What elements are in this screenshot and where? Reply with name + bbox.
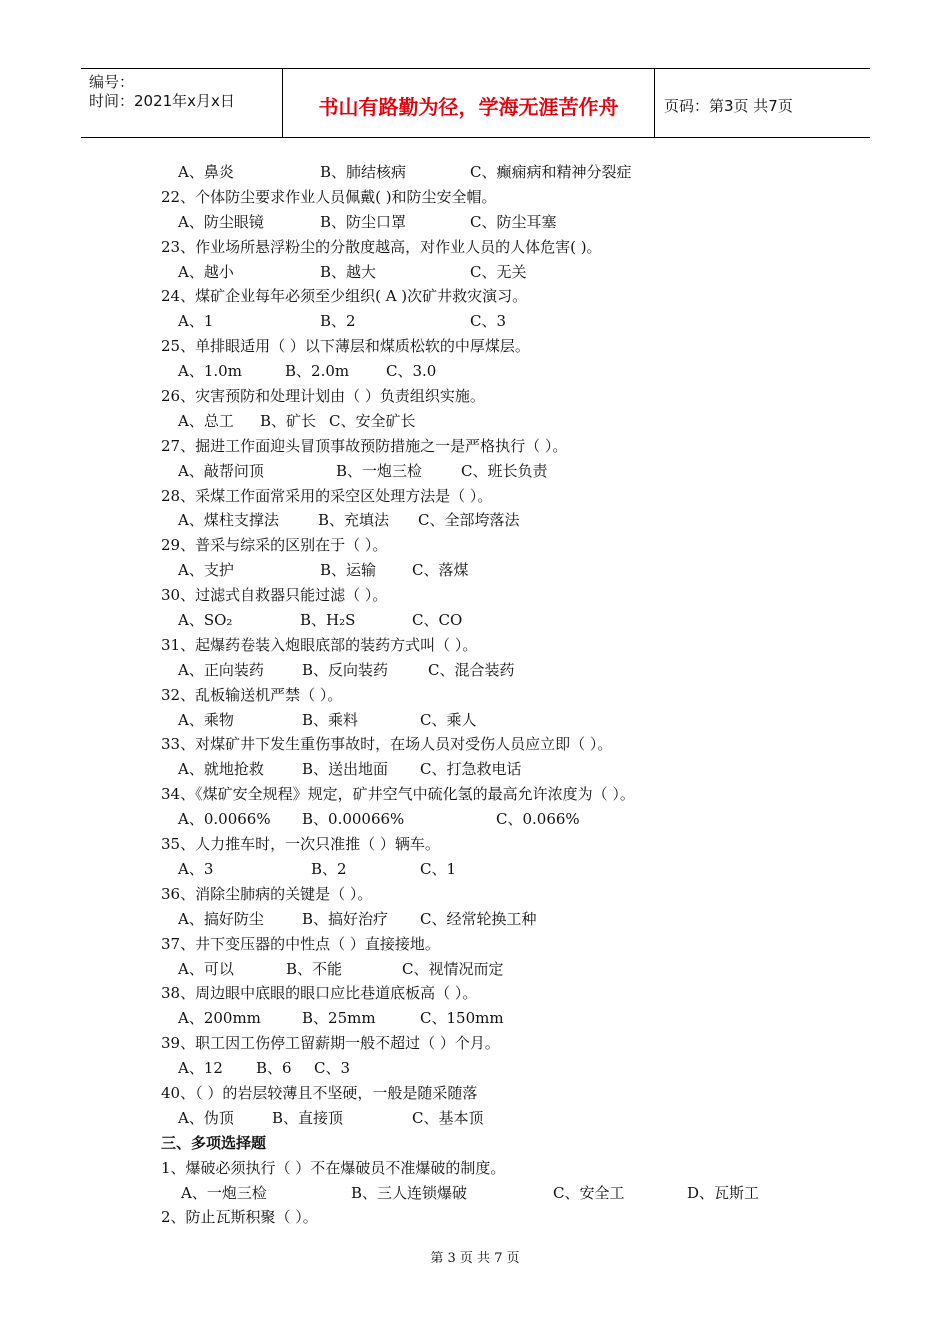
option-item: C、安全工	[553, 1183, 625, 1202]
option-item: A、乘物	[178, 710, 234, 729]
option-row	[161, 260, 861, 285]
page-header	[81, 68, 870, 138]
option-row	[161, 409, 861, 434]
option-item: A、搞好防尘	[178, 909, 264, 928]
option-row	[161, 608, 861, 633]
option-item: B、2	[320, 312, 356, 331]
option-row	[161, 658, 861, 683]
option-item: B、肺结核病	[320, 163, 407, 181]
option-item: A、支护	[178, 561, 234, 580]
header-meta	[81, 69, 283, 137]
option-row	[161, 957, 861, 982]
question-text: 1、爆破必须执行（ ）不在爆破员不准爆破的制度。	[161, 1158, 506, 1177]
option-item: A、越小	[178, 262, 234, 281]
option-item: C、乘人	[420, 710, 477, 729]
option-row	[161, 757, 861, 782]
option-item: C、150mm	[420, 1009, 504, 1028]
option-item: A、总工	[178, 411, 234, 430]
question-text: 29、普采与综采的区别在于（ ）。	[161, 536, 388, 555]
option-row	[161, 309, 861, 334]
option-item: B、矿长	[260, 411, 317, 430]
option-item: C、安全矿长	[329, 411, 416, 430]
option-item: B、一炮三检	[336, 461, 423, 480]
question-text: 23、作业场所悬浮粉尘的分散度越高，对作业人员的人体危害( )。	[161, 237, 602, 256]
option-item: A、可以	[178, 959, 234, 978]
option-item: C、无关	[470, 262, 527, 281]
option-item: C、CO	[412, 611, 463, 630]
option-item: B、三人连锁爆破	[351, 1183, 468, 1202]
question-text: 38、周边眼中底眼的眼口应比巷道底板高（ ）。	[161, 984, 478, 1003]
question-text: 27、掘进工作面迎头冒顶事故预防措施之一是严格执行（ ）。	[161, 436, 568, 455]
option-row	[161, 359, 861, 384]
option-item: C、3.0	[386, 362, 437, 381]
option-item: B、2.0m	[285, 362, 350, 381]
option-item: B、防尘口罩	[320, 212, 407, 231]
option-item: B、反向装药	[302, 660, 389, 679]
question-text: 37、井下变压器的中性点（ ）直接接地。	[161, 934, 440, 953]
option-item: A、3	[178, 859, 214, 878]
option-item: C、打急救电话	[420, 760, 522, 779]
header-motto: 书山有路勤为径，学海无涯苦作舟	[283, 69, 655, 137]
option-item: C、落煤	[412, 561, 469, 580]
option-row	[161, 807, 861, 832]
option-item: B、25mm	[302, 1009, 376, 1028]
option-item: C、全部垮落法	[418, 511, 520, 530]
option-row	[161, 1006, 861, 1031]
option-item: C、混合装药	[428, 660, 515, 679]
question-text: 22、个体防尘要求作业人员佩戴( )和防尘安全帽。	[161, 187, 497, 206]
date-label: 时间：2021年x月x日	[89, 92, 235, 110]
option-item: A、敲帮问顶	[178, 461, 264, 480]
option-item: A、伪顶	[178, 1108, 234, 1127]
option-row	[161, 160, 861, 185]
option-row	[161, 508, 861, 533]
option-item: A、12	[178, 1059, 223, 1078]
option-row	[161, 857, 861, 882]
option-item: C、基本顶	[412, 1108, 484, 1127]
question-text: 36、消除尘肺病的关键是（ ）。	[161, 884, 373, 903]
question-text: 30、过滤式自救器只能过滤（ ）。	[161, 586, 388, 605]
code-label: 编号：	[89, 73, 135, 91]
option-row	[161, 210, 861, 235]
question-text: 39、职工因工伤停工留薪期一般不超过（ ）个月。	[161, 1034, 500, 1053]
option-item: B、2	[311, 859, 347, 878]
question-text: 32、乱板输送机严禁（ ）。	[161, 685, 343, 704]
option-item: C、1	[420, 859, 457, 878]
question-text: 34、《煤矿安全规程》规定，矿井空气中硫化氢的最高允许浓度为（ ）。	[161, 785, 635, 804]
option-item: A、1	[178, 312, 214, 331]
option-item: A、200mm	[178, 1009, 261, 1028]
question-text: 25、单排眼适用（ ）以下薄层和煤质松软的中厚煤层。	[161, 337, 530, 356]
option-item: A、就地抢救	[178, 760, 264, 779]
page-footer: 第 3 页 共 7 页	[430, 1251, 520, 1266]
option-item: A、一炮三检	[181, 1183, 267, 1202]
option-item: B、不能	[286, 959, 343, 978]
option-row	[161, 708, 861, 733]
question-text: 40、（ ）的岩层较薄且不坚硬，一般是随采随落	[161, 1083, 478, 1102]
option-item: A、1.0m	[178, 362, 242, 381]
option-item: C、0.066%	[496, 810, 580, 829]
question-text: 33、对煤矿井下发生重伤事故时，在场人员对受伤人员应立即（ ）。	[161, 735, 613, 754]
option-item: B、搞好治疗	[302, 909, 389, 928]
option-item: A、SO₂	[178, 611, 233, 630]
option-item: C、视情况而定	[402, 959, 504, 978]
question-text: 26、灾害预防和处理计划由（ ）负责组织实施。	[161, 387, 485, 406]
option-item: C、防尘耳塞	[470, 212, 557, 231]
question-text: 24、煤矿企业每年必须至少组织( A )次矿井救灾演习。	[161, 287, 528, 306]
option-item: B、充填法	[318, 511, 390, 530]
section-title: 三、多项选择题	[161, 1133, 267, 1152]
option-item: D、瓦斯工	[687, 1183, 760, 1202]
question-text: 31、起爆药卷装入炮眼底部的装药方式叫（ ）。	[161, 635, 478, 654]
question-text: 2、防止瓦斯积聚（ ）。	[161, 1208, 318, 1227]
option-item: B、越大	[320, 262, 377, 281]
question-list	[161, 160, 861, 1230]
option-item: A、0.0066%	[178, 810, 271, 829]
option-item: B、0.00066%	[302, 810, 405, 829]
question-text: 28、采煤工作面常采用的采空区处理方法是（ ）。	[161, 486, 493, 505]
option-item: B、送出地面	[302, 760, 389, 779]
option-item: C、3	[314, 1059, 351, 1078]
option-row	[161, 459, 861, 484]
option-item: B、运输	[320, 561, 377, 580]
option-item: C、班长负责	[461, 461, 548, 480]
option-item: A、正向装药	[178, 660, 264, 679]
option-row	[161, 1181, 861, 1206]
option-row	[161, 907, 861, 932]
option-row	[161, 1056, 861, 1081]
option-item: A、煤柱支撑法	[178, 511, 279, 530]
option-item: B、直接顶	[272, 1108, 344, 1127]
option-row	[161, 558, 861, 583]
option-item: A、防尘眼镜	[178, 212, 264, 231]
option-row	[161, 1106, 861, 1131]
option-item: B、乘料	[302, 710, 359, 729]
option-item: B、H₂S	[300, 611, 356, 630]
option-item: A、鼻炎	[178, 163, 234, 181]
question-text: 35、人力推车时，一次只准推（ ）辆车。	[161, 835, 440, 854]
option-item: C、癫痫病和精神分裂症	[470, 163, 632, 181]
option-item: C、经常轮换工种	[420, 909, 537, 928]
option-item: B、6	[256, 1059, 292, 1078]
header-page-info: 页码：第3页 共7页	[664, 96, 793, 115]
option-item: C、3	[470, 312, 507, 331]
